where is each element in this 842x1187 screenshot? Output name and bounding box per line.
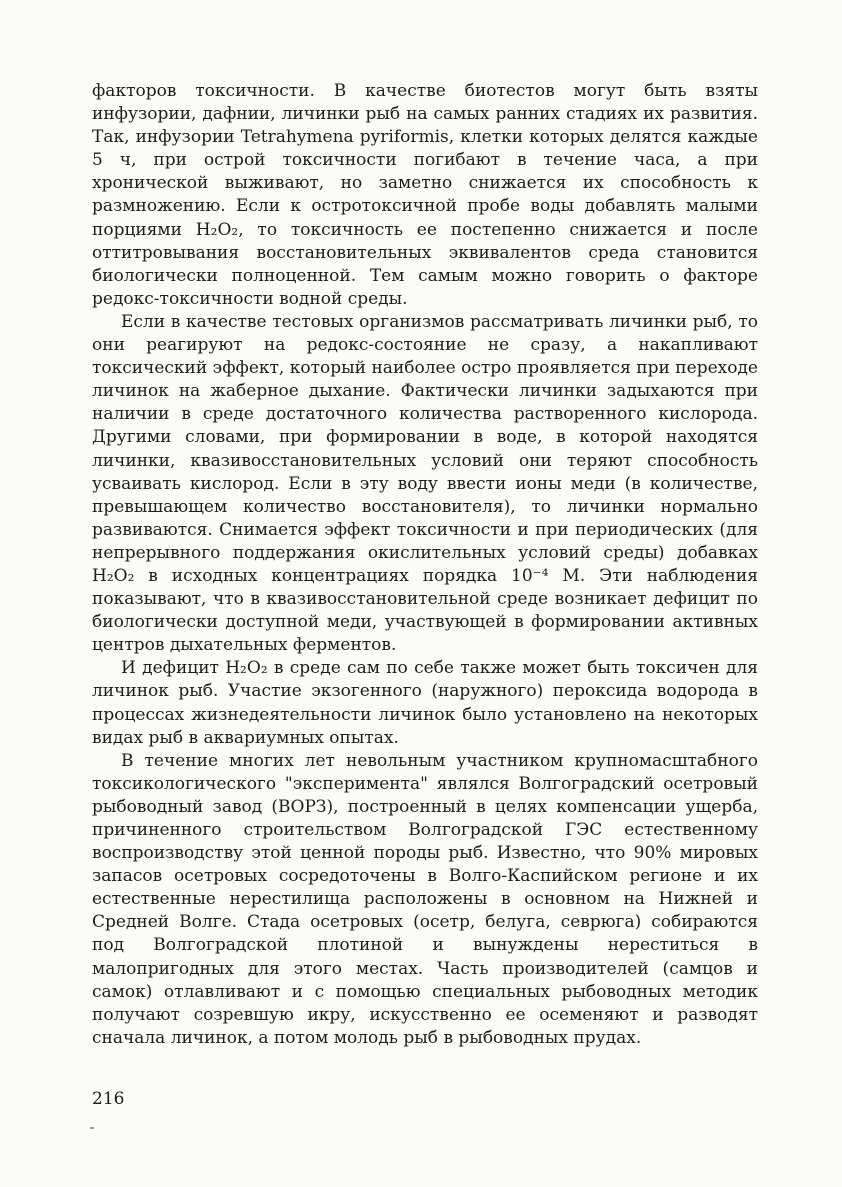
paragraph-1: факторов токсичности. В качестве биотестов могут быть взяты инфузории, дафнии, личинки рыб на самых ранних стадиях их развития. Так, инфузории Tetrahymena pyriformis, клетки которых делятся каждые 5 ч, при острой токсичности погибают в течение часа, а при хронической выживают, но заметно снижается их способность к размножению. Если к остротоксичной пробе воды добавлять малыми порциями H₂O₂, то токсичность ее постепенно снижается и после оттитровывания восстановительных эквивалентов среда становится биологически полноценной. Тем самым можно говорить о факторе редокс-токсичности водной среды. <box>92 81 758 309</box>
paragraph-2: Если в качестве тестовых организмов рассматривать личинки рыб, то они реагируют на редокс-состояние не сразу, а накапливают токсический эффект, который наиболее остро проявляется при переходе личинок на жаберное дыхание. Фактически личинки задыхаются при наличии в среде достаточного количества растворенного кислорода. Другими словами, при формировании в воде, в которой находятся личинки, квазивосстановительных условий они теряют способность усваивать кислород. Если в эту воду ввести ионы меди (в количестве, превышающем количество восстановителя), то личинки нормально развиваются. Снимается эффект токсичности и при периодических (для непрерывного поддержания окислительных условий среды) добавках H₂O₂ в исходных концентрациях порядка 10⁻⁴ М. Эти наблюдения показывают, что в квазивосстановительной среде возникает дефицит по биологически доступной меди, участвующей в формировании активных центров дыхательных ферментов. <box>92 311 758 656</box>
paragraph-4: В течение многих лет невольным участником крупномасштабного токсикологического "эксперимента" являлся Волгоградский осетровый рыбоводный завод (ВОРЗ), построенный в целях компенсации ущерба, причиненного строительством Волгоградской ГЭС естественному воспроизводству этой ценной породы рыб. Известно, что 90% мировых запасов осетровых сосредоточены в Волго-Каспийском регионе и их естественные нерестилища расположены в основном на Нижней и Средней Волге. Стада осетровых (осетр, белуга, севрюга) собираются под Волгоградской плотиной и вынуждены нереститься в малопригодных для этого местах. Часть производителей (самцов и самок) отлавливают и с помощью специальных рыбоводных методик получают созревшую икру, искусственно ее осеменяют и разводят сначала личинок, а потом молодь рыб в рыбоводных прудах. <box>92 750 758 1048</box>
paragraph-3: И дефицит H₂O₂ в среде сам по себе также может быть токсичен для личинок рыб. Участие экзогенного (наружного) пероксида водорода в процессах жизнедеятельности личинок было установлено на некоторых видах рыб в аквариумных опытах. <box>92 658 758 748</box>
page-number: 216 <box>92 1089 125 1109</box>
scan-speck <box>90 1127 94 1129</box>
body-text <box>92 80 758 1050</box>
